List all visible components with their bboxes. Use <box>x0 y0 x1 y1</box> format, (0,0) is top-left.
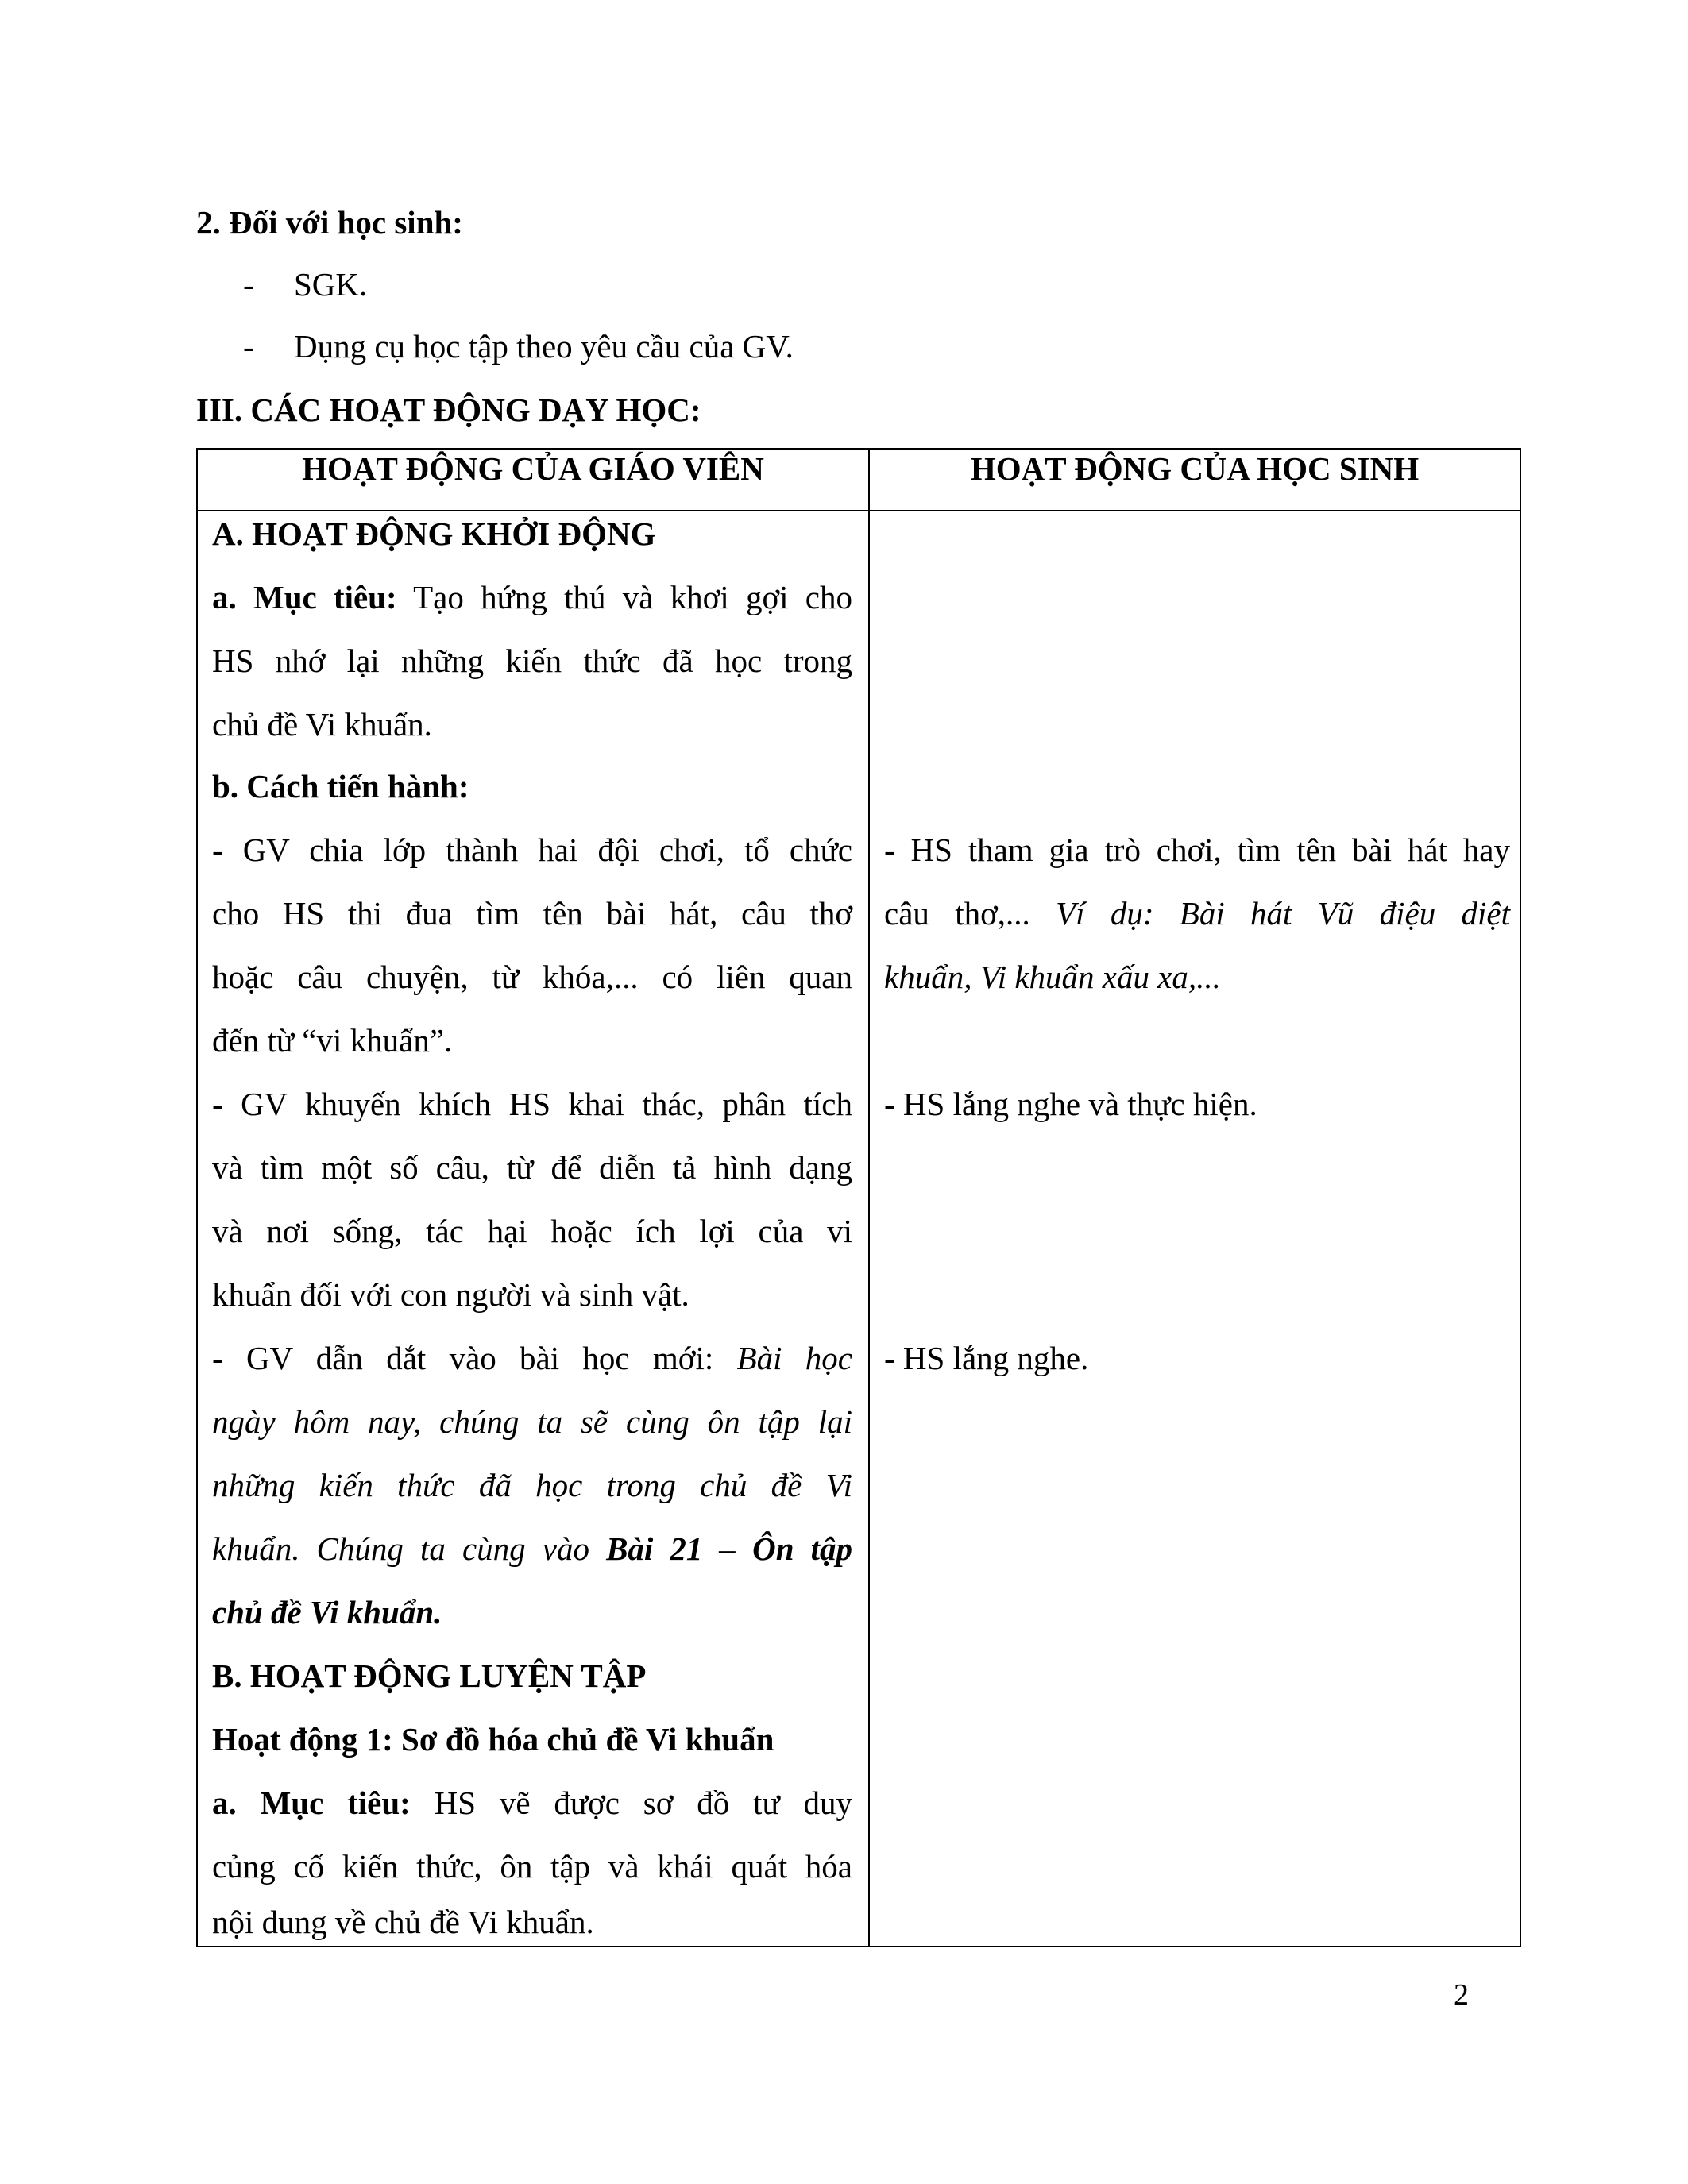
header-student: HOẠT ĐỘNG CỦA HỌC SINH <box>869 449 1520 511</box>
bullet-dash: - <box>243 328 254 365</box>
section-3-title: III. CÁC HOẠT ĐỘNG DẠY HỌC: <box>196 392 701 428</box>
paragraph-line: và nơi sống, tác hại hoặc ích lợi của vi <box>212 1213 852 1249</box>
student-line: - HS tham gia trò chơi, tìm tên bài hát hay <box>884 832 1510 868</box>
section-2-title: 2. Đối với học sinh: <box>196 204 463 241</box>
teacher-activities-cell <box>197 511 869 1947</box>
paragraph-line: khuẩn đối với con người và sinh vật. <box>212 1276 689 1313</box>
table-header-row <box>197 449 1520 511</box>
muc-tieu-text: Tạo hứng thú và khơi gợi cho <box>396 579 852 615</box>
paragraph-line <box>212 1336 852 1380</box>
muc-tieu-text: HS vẽ được sơ đồ tư duy <box>410 1785 852 1821</box>
page-number: 2 <box>1454 1978 1469 2012</box>
student-line: khuẩn, Vi khuẩn xấu xa,... <box>884 959 1221 995</box>
paragraph-line: - GV chia lớp thành hai đội chơi, tổ chức <box>212 832 852 868</box>
activity-1-muc-tieu-line: củng cố kiến thức, ôn tập và khái quát hóa <box>212 1848 852 1885</box>
activity-1-muc-tieu-line: nội dung về chủ đề Vi khuẩn. <box>212 1904 594 1940</box>
activity-1-muc-tieu-line <box>212 1781 852 1825</box>
muc-tieu-line <box>212 575 852 619</box>
paragraph-line: hoặc câu chuyện, từ khóa,... có liên quan <box>212 959 852 995</box>
intro-italic-text: khuẩn. Chúng ta cùng vào <box>212 1530 607 1567</box>
cach-tien-hanh-title: b. Cách tiến hành: <box>212 768 469 805</box>
muc-tieu-label: a. Mục tiêu: <box>212 579 397 615</box>
list-item-sgk: SGK. <box>294 266 368 303</box>
student-line: - HS lắng nghe và thực hiện. <box>884 1086 1257 1122</box>
list-item-dung-cu: Dụng cụ học tập theo yêu cầu của GV. <box>294 328 794 365</box>
paragraph-line: đến từ “vi khuẩn”. <box>212 1022 453 1059</box>
activity-1-title: Hoạt động 1: Sơ đồ hóa chủ đề Vi khuẩn <box>212 1721 774 1758</box>
student-line: - HS lắng nghe. <box>884 1340 1089 1376</box>
intro-text: - GV dẫn dắt vào bài học mới: <box>212 1340 737 1376</box>
activities-table <box>196 448 1521 1947</box>
muc-tieu-line: HS nhớ lại những kiến thức đã học trong <box>212 642 852 679</box>
bullet-dash: - <box>243 266 254 303</box>
paragraph-line: và tìm một số câu, từ để diễn tả hình dạng <box>212 1149 852 1186</box>
header-teacher: HOẠT ĐỘNG CỦA GIÁO VIÊN <box>197 449 869 511</box>
paragraph-line: cho HS thi đua tìm tên bài hát, câu thơ <box>212 895 852 932</box>
section-a-title: A. HOẠT ĐỘNG KHỞI ĐỘNG <box>212 515 656 552</box>
paragraph-line <box>212 1526 852 1571</box>
student-activities-cell <box>869 511 1520 1947</box>
lesson-title-text: Bài 21 – Ôn tập <box>606 1530 852 1567</box>
student-line <box>884 891 1510 936</box>
muc-tieu-label: a. Mục tiêu: <box>212 1785 411 1821</box>
paragraph-line: ngày hôm nay, chúng ta sẽ cùng ôn tập lại <box>212 1403 852 1440</box>
lesson-title-text: chủ đề Vi khuẩn. <box>212 1594 442 1630</box>
muc-tieu-line: chủ đề Vi khuẩn. <box>212 706 432 743</box>
paragraph-line: những kiến thức đã học trong chủ đề Vi <box>212 1467 852 1503</box>
table-row <box>197 511 1520 1947</box>
student-text: câu thơ,... <box>884 895 1056 932</box>
paragraph-line: - GV khuyến khích HS khai thác, phân tích <box>212 1086 852 1122</box>
student-italic-text: Ví dụ: Bài hát Vũ điệu diệt <box>1056 895 1510 932</box>
section-b-title: B. HOẠT ĐỘNG LUYỆN TẬP <box>212 1657 647 1694</box>
intro-italic-text: Bài học <box>736 1340 852 1376</box>
